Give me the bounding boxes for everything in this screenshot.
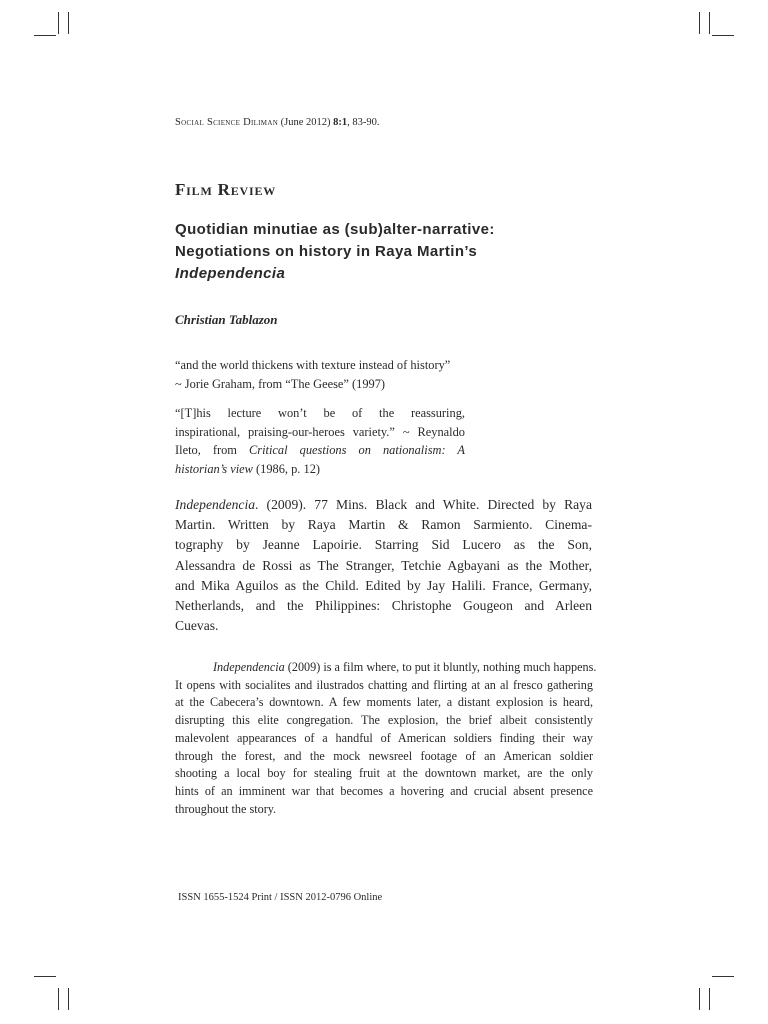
credits-line: tography by Jeanne Lapoirie. Starring Sid Lucero as the Son, [175,537,592,553]
credits-line: and Mika Aguilos as the Child. Edited by Jay Halili. France, Germany, [175,577,592,593]
section-label: Film Review [175,180,277,199]
epigraph-2 [175,404,465,478]
credits-line: Netherlands, and the Philippines: Christophe Gougeon and Arleen [175,598,592,614]
credits-line: Cuevas. [175,618,219,634]
issn-footer: ISSN 1655-1524 Print / ISSN 2012-0796 Online [178,892,383,903]
body-text: (2009) is a film where, to put it bluntly, nothing much happens. [284,660,597,674]
body-line: hints of an imminent war that becomes a hovering and crucial absent presence [175,783,593,798]
crop-mark [58,988,59,1010]
body-paragraph [175,659,597,818]
crop-mark [712,976,734,977]
epigraph-line: “[T]his lecture won’t be of the reassuring, [175,406,465,420]
body-line: throughout the story. [175,801,277,816]
credits-line: Martin. Written by Raya Martin & Ramon Sarmiento. Cinema- [175,517,592,533]
epigraph-text: (1986, p. 12) [252,461,321,476]
epigraph-line [175,460,465,479]
journal-header [175,117,380,128]
title-line: Quotidian minutiae as (sub)alter-narrative: [175,221,495,238]
crop-mark [699,12,700,34]
epigraph-quote: “and the world thickens with texture instead of history” [175,358,451,372]
journal-name: Social Science Diliman [175,117,279,128]
epigraph-book-title: historian’s view [175,461,253,476]
film-credits [175,495,592,636]
article-title [175,219,595,285]
volume-issue: 8:1 [333,117,348,128]
issue-date: (June 2012) [280,117,331,128]
author-name: Christian Tablazon [175,312,278,327]
crop-mark [34,35,56,36]
crop-mark [712,35,734,36]
crop-mark [58,12,59,34]
epigraph-line: inspirational, praising-our-heroes variety.” ~ Reynaldo [175,424,465,439]
body-line: It opens with socialites and ilustrados chatting and flirting at an al fresco gathering [175,677,593,692]
epigraph-line [175,441,465,460]
crop-mark [34,976,56,977]
credits-text: . (2009). 77 Mins. Black and White. Directed by Raya [255,497,592,512]
epigraph-book-title: Critical questions on nationalism: A [249,443,465,457]
credits-line [175,495,592,515]
crop-mark [709,988,710,1010]
crop-mark [68,988,69,1010]
film-title: Independencia [175,497,256,512]
crop-mark [699,988,700,1010]
body-line: disrupting this elite congregation. The explosion, the brief albeit consistently [175,713,593,728]
title-line: Negotiations on history in Raya Martin’s [175,243,478,260]
body-line: malevolent appearances of a handful of American soldiers finding their way [175,730,593,745]
title-line-film: Independencia [175,265,286,282]
epigraph-1 [175,356,465,393]
body-line [175,659,597,677]
epigraph-text: Ileto, from [175,443,250,457]
body-line: at the Cabecera’s downtown. A few moments later, a distant explosion is heard, [175,695,593,710]
body-line: through the forest, and the mock newsreel footage of an American soldier [175,748,593,763]
epigraph-attribution: ~ Jorie Graham, from “The Geese” (1997) [175,376,386,391]
film-title: Independencia [213,660,285,674]
page-range: , 83-90. [347,117,380,128]
crop-mark [709,12,710,34]
body-line: shooting a local boy for stealing fruit at the downtown market, are the only [175,766,593,781]
credits-line: Alessandra de Rossi as The Stranger, Tetchie Agbayani as the Mother, [175,557,592,573]
crop-mark [68,12,69,34]
